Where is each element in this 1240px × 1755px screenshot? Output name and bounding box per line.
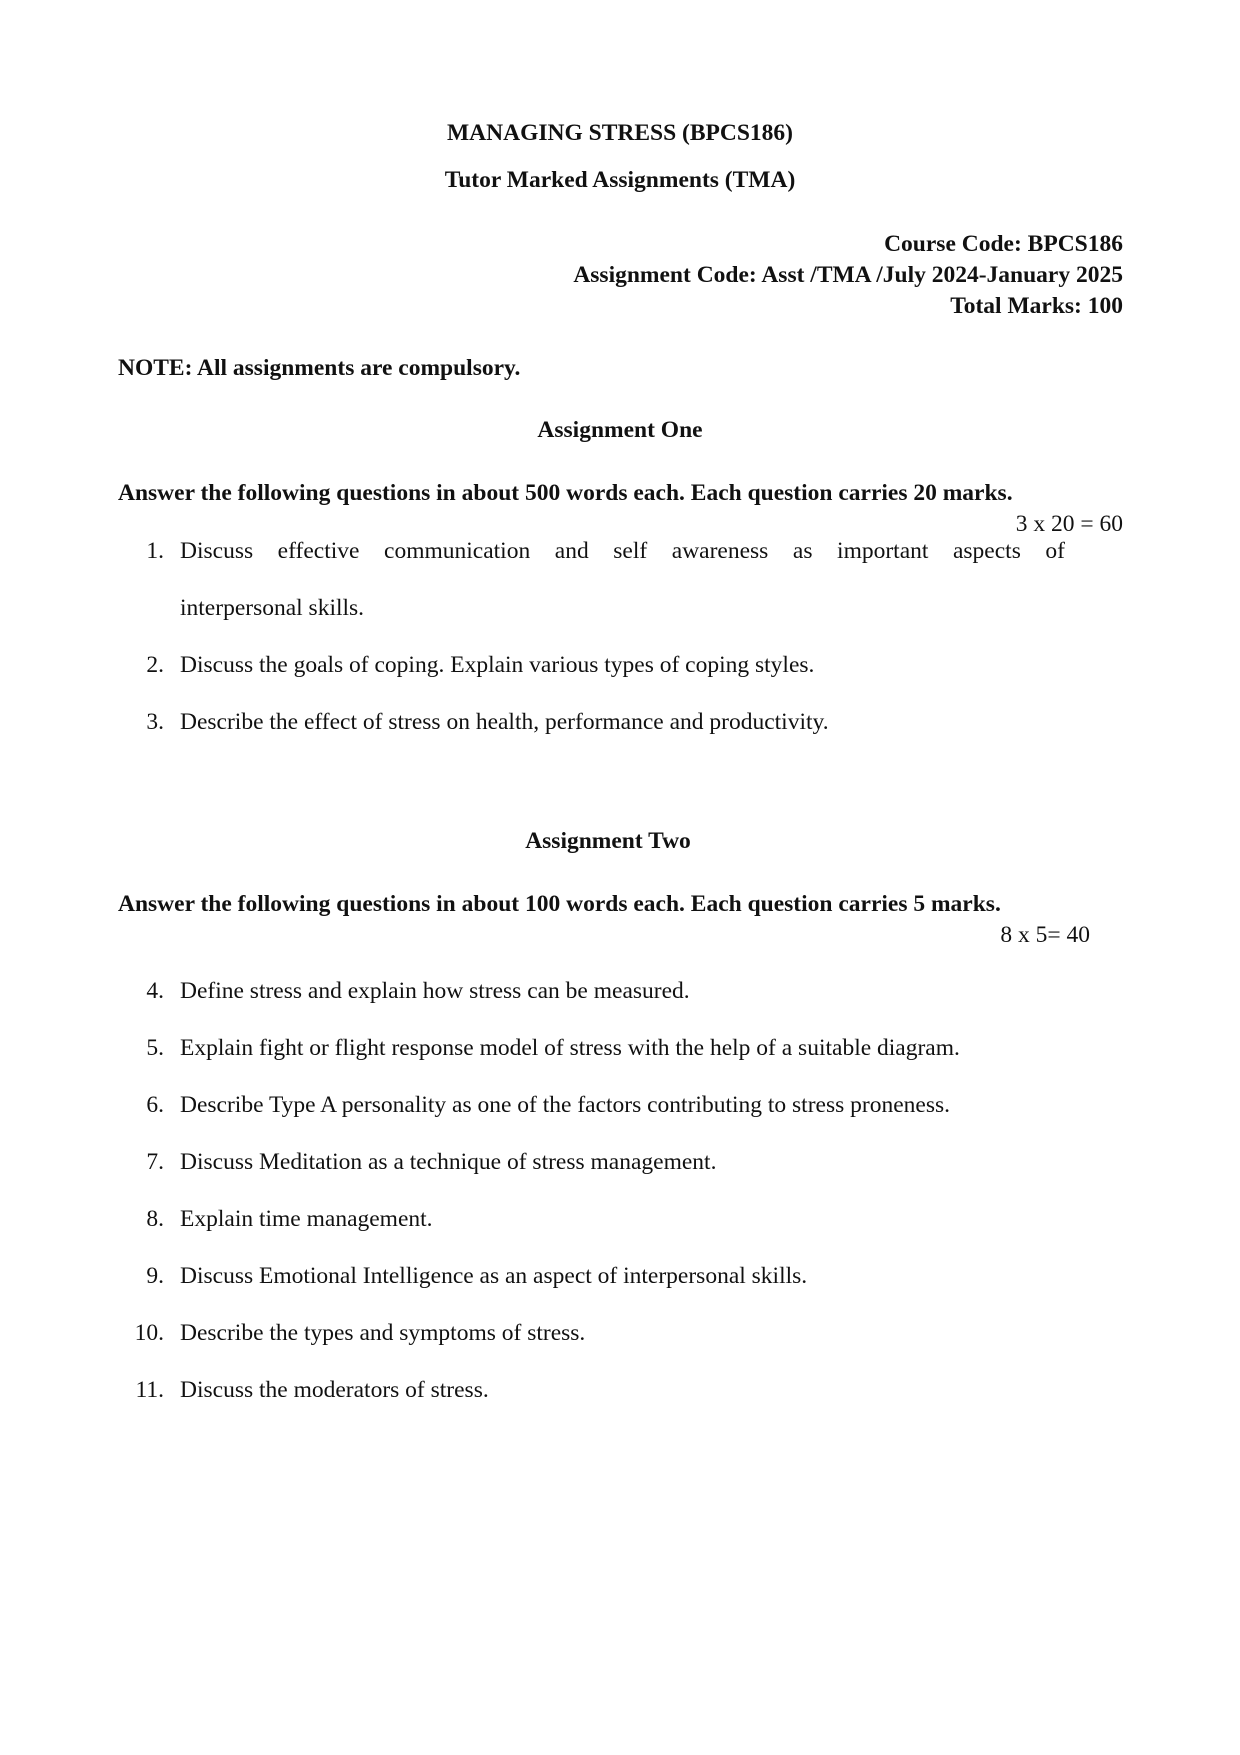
question-number: 8. — [146, 1206, 164, 1232]
question-number: 3. — [146, 709, 164, 735]
question-number: 2. — [146, 652, 164, 678]
question-number: 11. — [135, 1377, 164, 1403]
question-text: Describe the types and symptoms of stress. — [180, 1320, 586, 1346]
question-text: Discuss Meditation as a technique of stress management. — [180, 1149, 717, 1175]
question-number: 1. — [146, 538, 164, 564]
question-text-continued: interpersonal skills. — [180, 595, 365, 621]
question-number: 9. — [146, 1263, 164, 1289]
question-number: 6. — [146, 1092, 164, 1118]
document-title: MANAGING STRESS (BPCS186) — [446, 120, 794, 146]
note: NOTE: All assignments are compulsory. — [118, 355, 521, 381]
question-number: 5. — [146, 1035, 164, 1061]
question-text: Define stress and explain how stress can be measured. — [180, 978, 690, 1004]
question-number: 10. — [134, 1320, 164, 1346]
assignment-one-marks: 3 x 20 = 60 — [1015, 511, 1123, 537]
assignment-two-instruction: Answer the following questions in about 100 words each. Each question carries 5 marks. — [118, 891, 1001, 917]
assignment-one-instruction: Answer the following questions in about 500 words each. Each question carries 20 marks. — [118, 480, 1013, 506]
question-number: 4. — [146, 978, 164, 1004]
course-code: Course Code: BPCS186 — [884, 231, 1123, 257]
question-text: Describe the effect of stress on health, performance and productivity. — [180, 709, 829, 735]
question-text: Discuss the moderators of stress. — [180, 1377, 489, 1403]
question-text: Explain time management. — [180, 1206, 433, 1232]
question-text: Describe Type A personality as one of the factors contributing to stress proneness. — [180, 1092, 950, 1118]
total-marks: Total Marks: 100 — [950, 293, 1123, 319]
question-number: 7. — [146, 1149, 164, 1175]
question-text: Discuss effective communication and self awareness as important aspects of — [180, 538, 1065, 564]
question-text: Explain fight or flight response model of stress with the help of a suitable diagram. — [180, 1035, 960, 1061]
assignment-two-marks: 8 x 5= 40 — [1000, 922, 1090, 948]
assignment-one-heading: Assignment One — [537, 417, 703, 443]
assignment-code: Assignment Code: Asst /TMA /July 2024-January 2025 — [573, 262, 1123, 288]
document-subtitle: Tutor Marked Assignments (TMA) — [444, 167, 796, 193]
question-text: Discuss Emotional Intelligence as an aspect of interpersonal skills. — [180, 1263, 808, 1289]
assignment-two-heading: Assignment Two — [525, 828, 691, 854]
question-text: Discuss the goals of coping. Explain various types of coping styles. — [180, 652, 815, 678]
